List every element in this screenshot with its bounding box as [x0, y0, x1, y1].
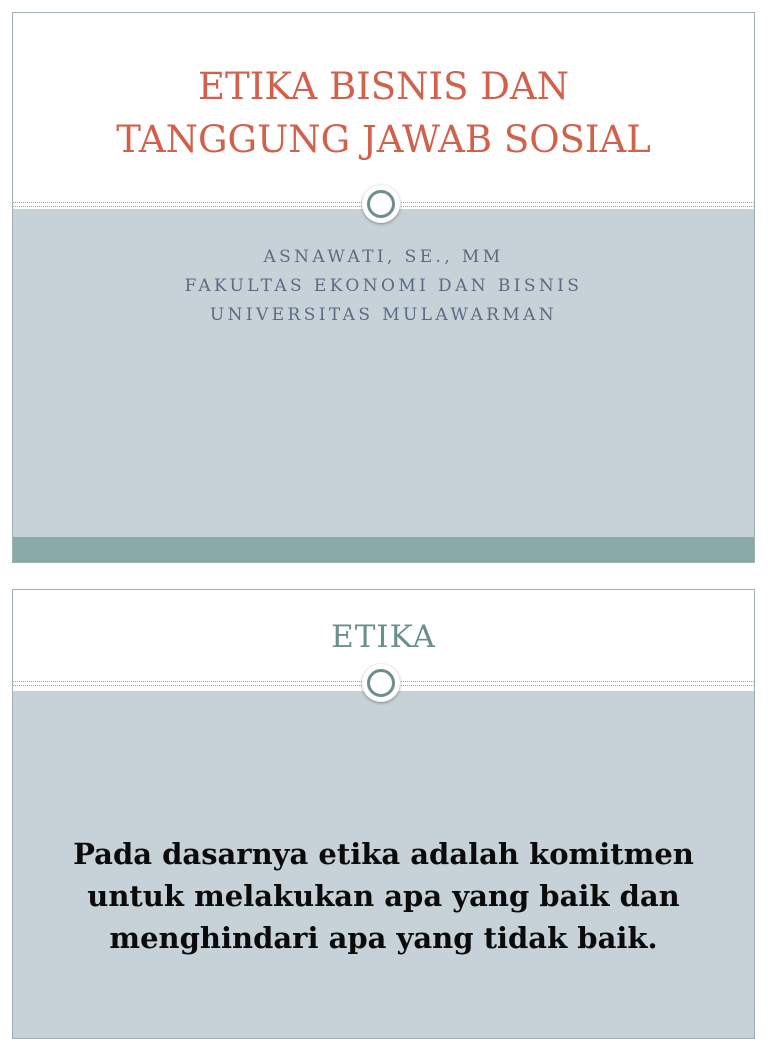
slide-1-title-area [13, 13, 754, 207]
content-line-1: Pada dasarnya etika adalah komitmen [73, 837, 694, 871]
slide-1-title [116, 60, 651, 166]
faculty-name: FAKULTAS EKONOMI DAN BISNIS [184, 276, 583, 296]
slide-1-title-line-2: TANGGUNG JAWAB SOSIAL [116, 118, 651, 161]
content-line-2: untuk melakukan apa yang baik dan [87, 879, 680, 913]
divider-circle-icon [362, 664, 400, 702]
slide-1-bottom-bar [13, 537, 754, 563]
content-line-3: menghindari apa yang tidak baik. [109, 921, 658, 955]
slide-1-subtitle [13, 243, 754, 330]
slide-1 [12, 12, 755, 563]
slide-2 [12, 589, 755, 1039]
slide-2-title: ETIKA [331, 619, 436, 655]
slide-1-title-line-1: ETIKA BISNIS DAN [198, 65, 569, 108]
author-name: ASNAWATI, SE., MM [263, 247, 504, 267]
divider-circle-icon [362, 185, 400, 223]
slide-2-content [13, 833, 754, 959]
university-name: UNIVERSITAS MULAWARMAN [209, 305, 558, 325]
